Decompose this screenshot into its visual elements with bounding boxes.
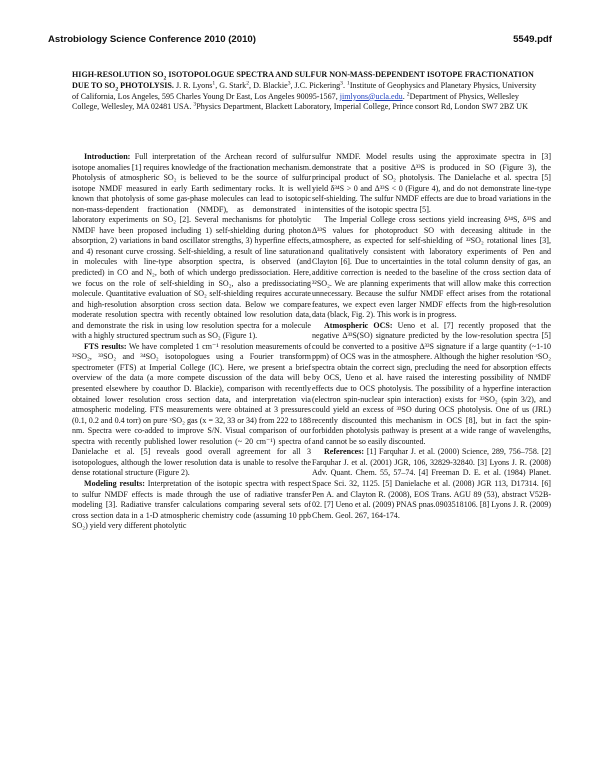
references-paragraph: References: [1] Farquhar J. et al. (2000) Science, 289, 756–758. [2] Farquhar J. et al. (2001) JGR, 106, 32829-32840. [3] Lyons J. R. (2008) Adv. Quant. Chem. 55, 57–74. [4] Freeman D. E. et al. (1984) Planet. Space Sci. 32, 1125. [5] Danielache et al. (2008) JGR 113, D17314. [6] Pen A. and Clayton R. (2008), EOS Trans. AGU 89 (53), abstract V52B-02. [7] Ueno et al. (2009) PNAS pnas.0903518106. [8] Lyons J. R. (2009) Chem. Geol. 267, 164-174. xyxy=(312,447,551,520)
references-heading: References: xyxy=(324,447,365,457)
modeling-heading: Modeling results: xyxy=(84,478,145,488)
right-column xyxy=(312,152,551,521)
title-block: HIGH-RESOLUTION $SO_2$ ISOTOPOLOGUE SPECTRA AND SULFUR NON-MASS-DEPENDENT ISOTOPE FRACTIONATION DUE TO $SO_2$ PHOTOLYSIS. J. R. Lyons$^1$, G. Stark$^2$, D. Blackie$^3$, J.C. Pickering$^3$. $^1$Institute of Geophysics and Planetary Physics, University of California, Los Angeles, 595 Charles Young Dr East, Los Angeles 90095-1567, jimlyons@ucla.edu. $^2$Department of Physics, Wellesley College, Wellesley, MA 02481 USA. $^3$Physics Department, Blackett Laboratory, Imperial College, Prince consort Rd, London SW7 2BZ UK xyxy=(72,70,537,112)
page-header xyxy=(48,34,552,45)
left-column xyxy=(72,152,311,532)
affiliation-3: Physics Department, Blackett Laboratory, Imperial College, Prince consort Rd, London SW7 2BZ UK xyxy=(196,102,528,112)
document-id: 5549.pdf xyxy=(513,34,552,45)
conference-name: Astrobiology Science Conference 2010 (2010) xyxy=(48,34,256,45)
paper-title: HIGH-RESOLUTION $SO_2$ ISOTOPOLOGUE SPECTRA AND SULFUR NON-MASS-DEPENDENT ISOTOPE FRACTIONATION DUE TO $SO_2$ PHOTOLYSIS. xyxy=(72,70,534,93)
modeling-continued-paragraph: sulfur NMDF. Model results using the approximate spectra in [3] demonstrate that a positive Δ³³S is produced in SO (Figure 3), the principal product of SO₂ photolysis. The Danielache et al. spectra [5] yield δ³⁴S > 0 and Δ³³S < 0 (Figure 4), and do not demonstrate line-type self-shielding. The sulfur NMDF effects are due to broad variations in the intensities of the isotopic spectra [5]. xyxy=(312,152,551,214)
email-link[interactable]: jimlyons@ucla.edu xyxy=(339,91,403,101)
fts-paragraph: FTS results: We have completed 1 cm⁻¹ resolution measurements of ³²SO₂, ³³SO₂ and ³⁴SO₂ isotopologues using a Fourier transform spectrometer (FTS) at Imperial College (IC). Here, we present a brief overview of the data (a more compete discussion of the data will be presented elsewhere by coauthor D. Blackie), comparison with recently obtained lower resolution cross section data, and interpretation via atmospheric modeling. FTS measurements were obtained at 3 pressures (0.1, 0.2 and 0.4 torr) on pure ˣSO₂ gas (x = 32, 33 or 34) from 222 to 188 nm. Spectra were co-added to improve S/N. Visual comparison of our spectra with recently published lower resolution (~ 20 cm⁻¹) spectra of Danielache et al. [5] reveals good overall agreement for all 3 isotopologues, although the lower resolution data is unable to resolve the dense rotational structure (Figure 2). xyxy=(72,341,311,478)
fts-heading: FTS results: xyxy=(84,341,127,351)
imperial-college-paragraph: The Imperial College cross sections yield increasing δ³⁴S, δ³³S and Δ³³S values for photoproduct SO with deceasing altitude in the atmosphere, as expected for self-shielding of ³²SO₂ rotational lines [3], and qualitatively consistent with laboratory experiments of Pen and Clayton [6]. Due to uncertainties in the total column density of gas, an additive correction is needed to the baseline of the cross section data of ³²SO₂. We are planning experiments that will allow make this correction unnecessary. Because the sulfur NMDF effect arises from the rotational features, we expect even larger NMDF effects from the high-resolution data (black, Fig. 2). This work is in progress. xyxy=(312,215,551,320)
intro-paragraph: Introduction: Full interpretation of the Archean record of sulfur isotope anomalies [1] requires knowledge of the fractionation mechanism. Photolysis of atmospheric SO₂ is believed to be the source of sulfur isotope NMDF measured in early Earth sedimentary rocks. It is well known that photolysis of some gas-phase molecules can lead to isotopic non-mass-dependent fractionation (NMDF), as demonstrated in laboratory experiments on SO₂ [2]. Several mechanisms for photolytic NMDF have been proposed including 1) self-shielding during photon absorption, 2) variations in band oscillator strengths, 3) hyperfine effects, and 4) resonant curve crossing. Self-shielding, a result of line saturation in molecules with line-type absorption spectra, is observed (and predicted) in CO and N₂, both of which undergo predissociation. Here, we focus on the role of self-shielding in SO₂, also a predissociating molecule. Quantitative evaluation of SO₂ self-shielding requires accurate and high-resolution absorption cross section data. Below we compare moderate resolution spectra with recently obtained low resolution data, and demonstrate the risk in using low resolution spectra for a molecule with a highly structured spectrum such as SO₂ (Figure 1). xyxy=(72,152,311,341)
ocs-paragraph: Atmospheric OCS: Ueno et al. [7] recently proposed that the negative Δ³³S(SO) signature predicted by the low-resolution spectra [5] could be converted to a positive Δ³³S signature if a large quantity (~1-10 ppm) of OCS was in the atmosphere. Although the higher resolution ˣSO₂ spectra obtain the correct sign, precluding the need for absorption effects by OCS, Ueno et al. have raised the interesting possibility of NMDF effects due to OCS photolysis. The possibility of a hyperfine interaction (electron spin-nuclear spin interaction) exists for ³³SO₂ (spin 3/2), and could yield an excess of ³³SO during OCS photolysis. One of us (JRL) recently discounted this mechanism in OCS [8], but in fact the spin-forbidden photolysis pathway is present at a wide range of wavelengths, and cannot be so easily discounted. xyxy=(312,320,551,446)
ocs-heading: Atmospheric OCS: xyxy=(324,320,393,330)
intro-heading: Introduction: xyxy=(84,152,131,161)
affiliation-2: Department of Physics, Wellesley College, Wellesley, MA 02481 USA. xyxy=(72,91,519,112)
authors: J. R. Lyons$^1$, G. Stark$^2$, D. Blackie$^3$, J.C. Pickering$^3$. xyxy=(173,80,345,90)
modeling-paragraph: Modeling results: Interpretation of the isotopic spectra with respect to sulfur NMDF effects is made through the use of radiative transfer modeling [3]. Radiative transfer calculations comparing several sets of cross section data in a 1-D atmospheric chemistry code (assuming 10 ppb SO₂) yield very different photolytic xyxy=(72,478,311,531)
affiliation-1: Institute of Geophysics and Planetary Physics, University of California, Los Angeles, 595 Charles Young Dr East, Los Angeles 90095-1567, xyxy=(72,80,537,101)
